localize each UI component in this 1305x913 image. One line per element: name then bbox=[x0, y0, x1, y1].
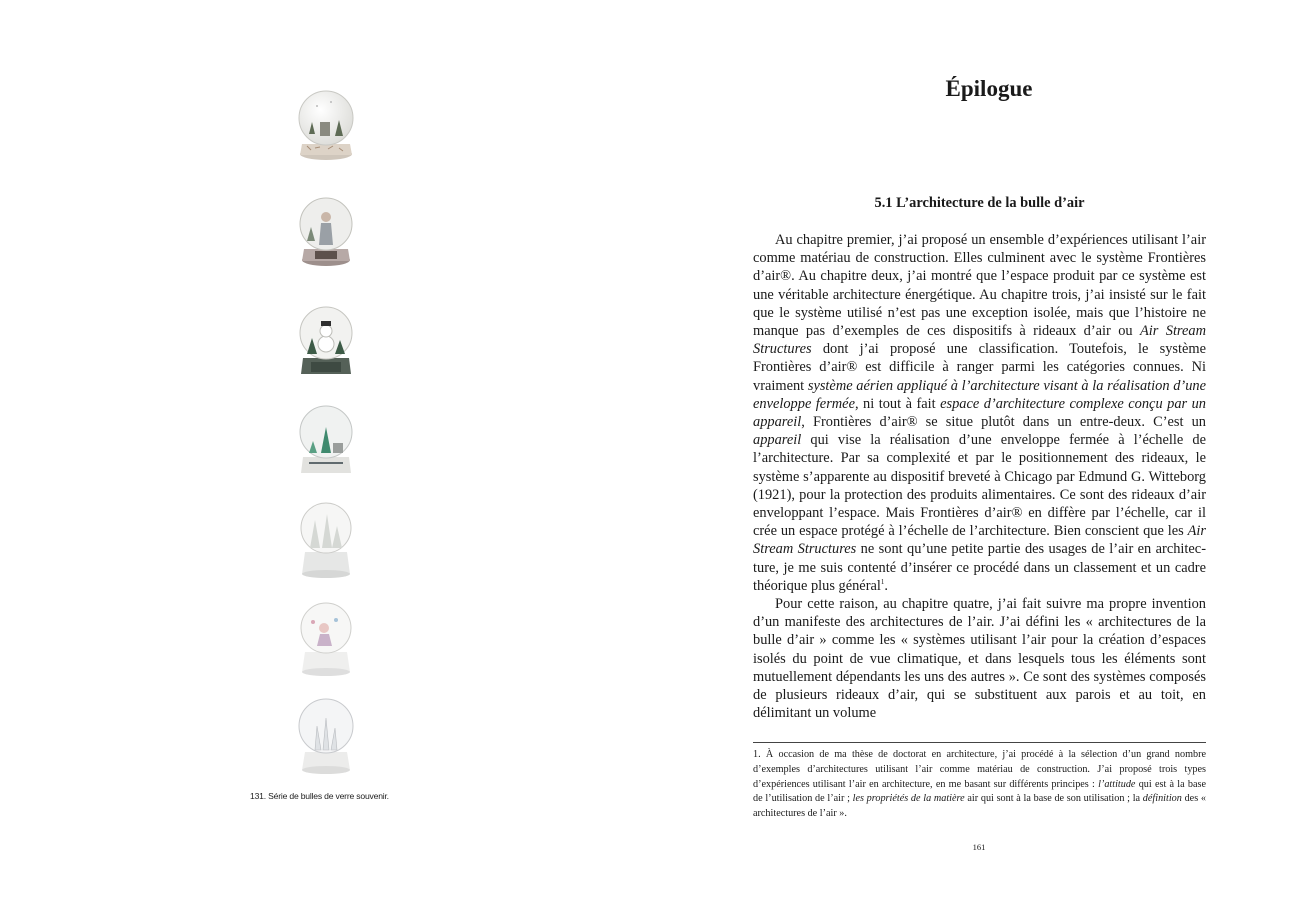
chapter-title: Épilogue bbox=[945, 76, 1033, 101]
page-number: 161 bbox=[972, 842, 986, 852]
snow-globe-tree-icon bbox=[295, 401, 357, 479]
body-text bbox=[753, 231, 1206, 722]
snow-globe-snowy-trees-icon bbox=[295, 500, 357, 580]
footnote-divider bbox=[753, 742, 1206, 743]
section-title: 5.1 L’architecture de la bulle d’air bbox=[874, 195, 1085, 211]
paragraph-1: Au chapitre premier, j’ai proposé un ensemble d’expériences utilisant l’air comme matériau de construction. Elles culminent avec le système Frontières d’air®. Au chapitre deux, j’ai montré que l’espace produit par ce système est une véritable architecture énergétique. Au chapitre trois, j’ai insisté sur le fait que le système utilisé n’est pas une exception isolée, mais que l’histoire ne manque pas d’exemples de ces dispositifs à rideaux d’air ou Air Stream Structures dont j’ai proposé une classification. Toutefois, le système Frontières d’air® est difficile à ranger parmi les catégories connues. Ni vraiment système aérien appliqué à l’architecture visant à la réalisation d’une enveloppe fermée, ni tout à fait espace d’architecture complexe conçu par un appareil, Frontières d’air® se situe plutôt dans un entre-deux. C’est un appareil qui vise la réalisation d’une enveloppe fermée à l’échelle de l’architecture. Par sa complexité et par le positionnement des rideaux, le système s’apparente au dispositif breveté à Chicago par Edmund G. Witteborg (1921), pour la protection des produits alimentaires. Ce sont des rideaux d’air enveloppant l’espace. Mais Frontières d’air® en diffère par l’échelle, car il crée un espace protégé à l’échelle de l’architecture. Bien conscient que les Air Stream Structures ne sont qu’une petite partie des usages de l’air en architecture, je me suis contenté d’insérer ce procédé dans un classement et un cadre théorique plus général$^1$. bbox=[753, 232, 1206, 594]
snow-globe-figure-icon bbox=[295, 193, 357, 269]
footnote-reference[interactable]: 1 bbox=[880, 578, 885, 587]
footnote: 1. À occasion de ma thèse de doctorat en architecture, j’ai procédé à la sélection d’un grand nombre d’exemples d’architectures utilisant l’air comme matériau de construction. J’ai proposé trois types d’expériences utilisant l’air en architecture, en me basant sur différents principes : l’attitude qui est à la base de l’utilisation de l’air ; les propriétés de la matière air qui sont à la base de son utilisation ; la définition des « architectures de l’air ». bbox=[753, 749, 1207, 820]
snow-globe-forest-icon bbox=[295, 84, 357, 164]
snow-globe-child-icon bbox=[295, 598, 357, 678]
paragraph-2: Pour cette raison, au chapitre quatre, j’ai fait suivre ma propre invention d’un manifeste des architectures de l’air. J’ai défini les « architectures de la bulle d’air » comme les « systèmes utilisant l’air pour la création d’espaces isolés du point de vue climatique, et dans lesquels tous les éléments sont mutuellement dépendants les uns des autres ». Ce sont des systèmes composés de plusieurs rideaux d’air, qui se substituent aux parois et au toit, en délimitant un volume bbox=[753, 596, 1206, 722]
figure-caption: 131. Série de bulles de verre souvenir. bbox=[250, 791, 389, 801]
snow-globe-snowman-icon bbox=[295, 302, 357, 380]
snow-globe-crystal-icon bbox=[295, 696, 357, 776]
